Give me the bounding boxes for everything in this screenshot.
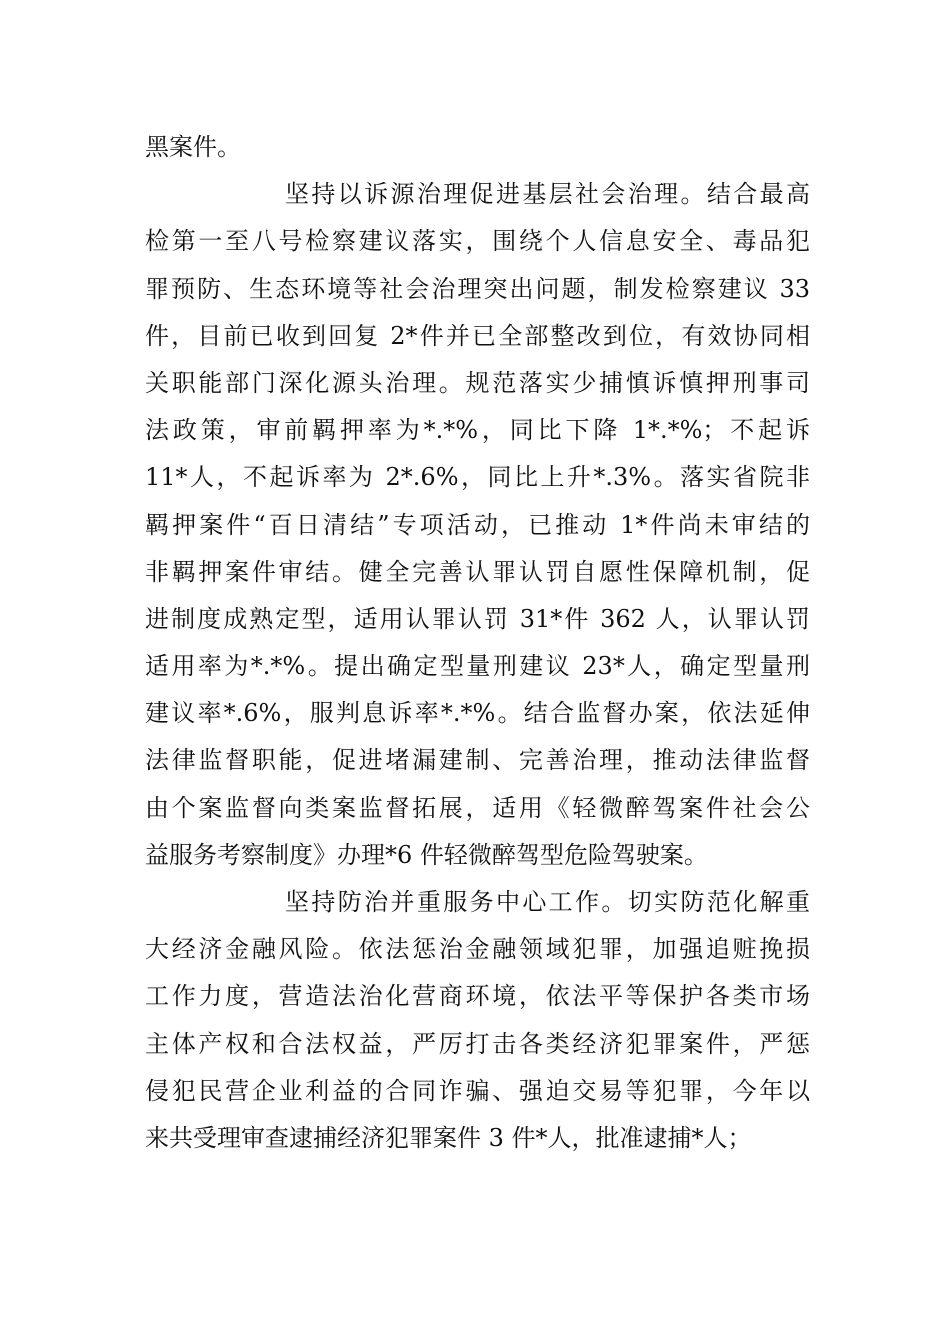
text-line: 进制度成熟定型，适用认罪认罚 31*件 362 人，认罪认罚: [145, 604, 810, 633]
text-line: 大经济金融风险。依法惩治金融领域犯罪，加强追赃挽损: [145, 935, 810, 964]
paragraph-last-line: 益服务考察制度》办理*6 件轻微醉驾型危险驾驶案。: [145, 840, 708, 869]
text-line: 侵犯民营企业利益的合同诈骗、强迫交易等犯罪，今年以: [145, 1076, 810, 1105]
text-line: 主体产权和合法权益，严厉打击各类经济犯罪案件，严惩: [145, 1029, 810, 1058]
text-line: 关职能部门深化源头治理。规范落实少捕慎诉慎押刑事司: [145, 368, 810, 397]
text-line: 法政策，审前羁押率为*.*%，同比下降 1*.*%；不起诉: [145, 416, 810, 445]
text-line: 11*人，不起诉率为 2*.6%，同比上升*.3%。落实省院非: [145, 463, 810, 492]
text-line: 来共受理审查逮捕经济犯罪案件 3 件*人，批准逮捕*人；: [145, 1123, 752, 1152]
text-line: 建议率*.6%，服判息诉率*.*%。结合监督办案，依法延伸: [145, 699, 810, 728]
text-line: 黑案件。: [145, 133, 241, 161]
text-line: 由个案监督向类案监督拓展，适用《轻微醉驾案件社会公: [145, 793, 810, 822]
text-line: 检第一至八号检察建议落实，围绕个人信息安全、毒品犯: [145, 227, 810, 256]
text-line: 工作力度，营造法治化营商环境，依法平等保护各类市场: [145, 982, 810, 1011]
paragraph-first-line: 坚持以诉源治理促进基层社会治理。结合最高: [285, 180, 810, 209]
paragraph-first-line: 坚持防治并重服务中心工作。切实防范化解重: [285, 888, 810, 916]
text-line: 件，目前已收到回复 2*件并已全部整改到位，有效协同相: [145, 321, 810, 350]
text-line: 适用率为*.*%。提出确定型量刑建议 23*人，确定型量刑: [145, 652, 810, 681]
text-line: 法律监督职能，促进堵漏建制、完善治理，推动法律监督: [145, 746, 810, 775]
text-line: 非羁押案件审结。健全完善认罪认罚自愿性保障机制，促: [145, 557, 810, 586]
text-line: 罪预防、生态环境等社会治理突出问题，制发检察建议 33: [145, 274, 810, 303]
body-text: [145, 124, 810, 1162]
text-line: 羁押案件“百日清结”专项活动，已推动 1*件尚未审结的: [145, 510, 810, 539]
